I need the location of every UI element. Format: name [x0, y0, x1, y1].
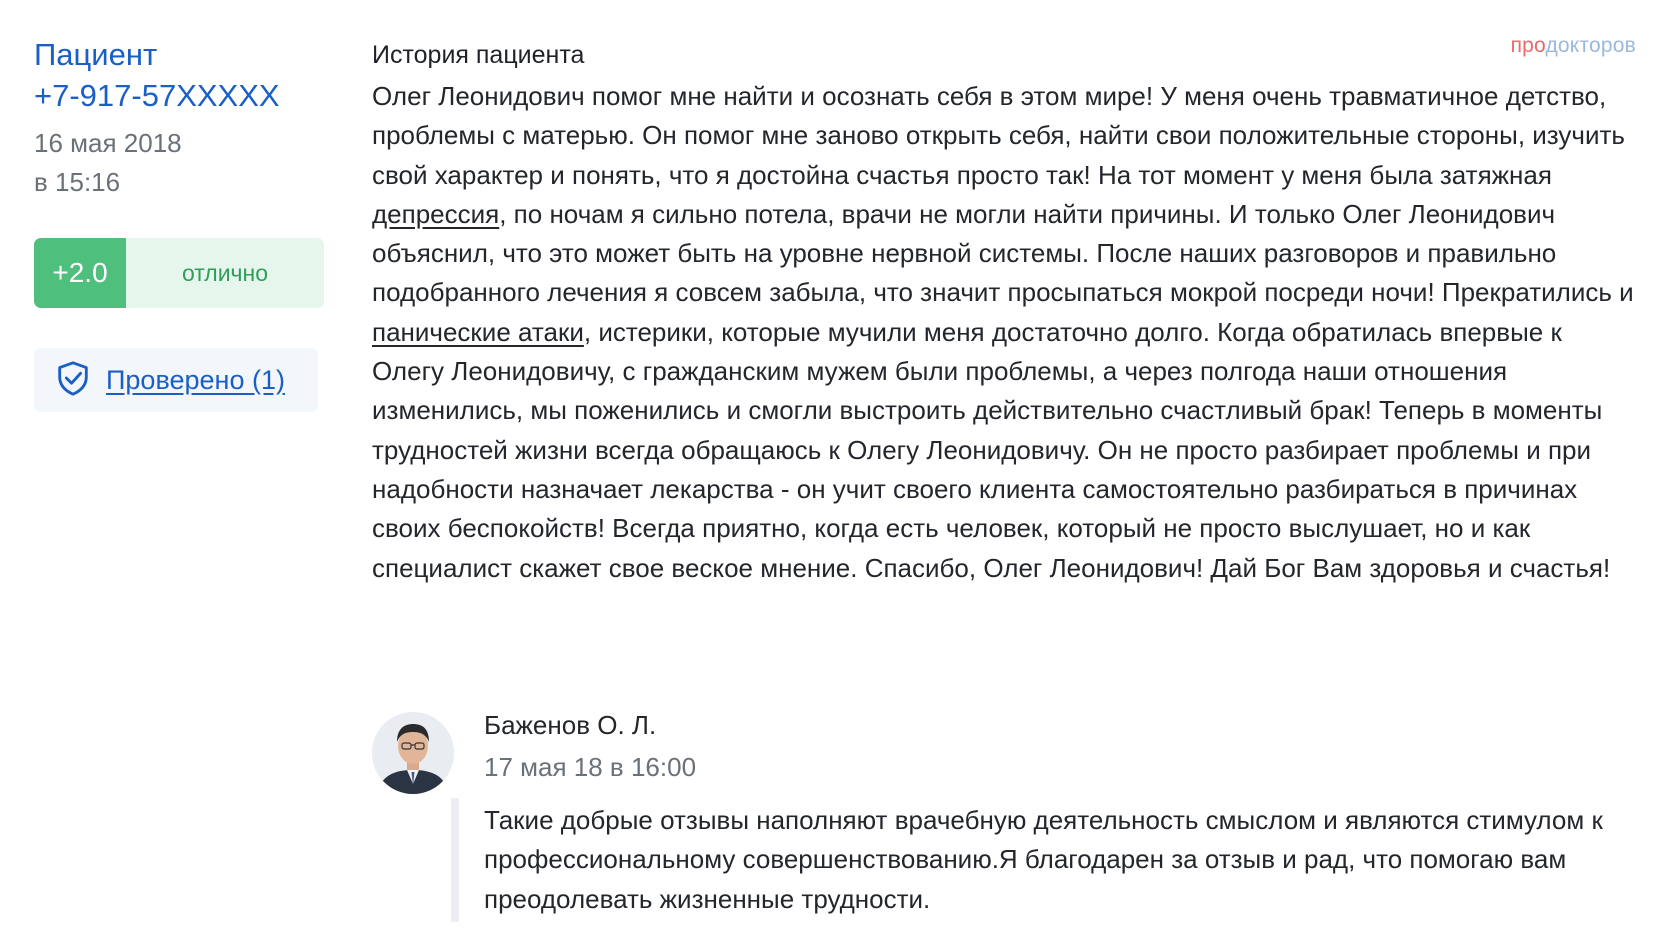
review-section-title: История пациента	[372, 41, 585, 69]
rating-label: отлично	[181, 260, 269, 286]
review-body	[372, 36, 1637, 588]
brand-logo-part2: докторов	[1545, 34, 1636, 57]
verified-label[interactable]: Проверено (1)	[106, 364, 285, 395]
review-text-part3: , истерики, которые мучили меня достаточно долго. Когда обратилась впервые к Олегу Леонидовичу, с гражданским мужем были проблемы, а через полгода наши отношения изменились, мы поженились и смогли выстроить действительно счастливый брак! Теперь в моменты трудностей жизни всегда обращаюсь к Олегу Леонидовичу. Он не просто разбирает проблемы и при надобности назначает лекарства - он учит своего клиента самостоятельно разбираться в причинах своих беспокойств! Всегда приятно, когда есть человек, который не просто выслушает, но и как специалист скажет свое веское мнение. Спасибо, Олег Леонидович! Дай Бог Вам здоровья и счастья!	[372, 316, 1611, 583]
doctor-reply-text: Такие добрые отзывы наполняют врачебную деятельность смыслом и являются стимулом к профессиональному совершенствованию.Я благодарен за отзыв и рад, что помогаю вам преодолевать жизненные трудности.	[484, 805, 1603, 914]
review-text-part1: Олег Леонидович помог мне найти и осознать себя в этом мире! У меня очень травматичное детство, проблемы с матерью. Он помог мне заново открыть себя, найти свои положительные стороны, изучить свой характер и понять, что я достойна счастья просто так! На тот момент у меня была затяжная	[372, 81, 1625, 190]
depression-link[interactable]: депрессия	[372, 198, 500, 229]
verified-button[interactable]	[34, 348, 318, 412]
brand-logo-part1: про	[1510, 34, 1546, 57]
doctor-reply-date: 17 мая 18 в 16:00	[484, 752, 697, 782]
doctor-name[interactable]: Баженов О. Л.	[484, 710, 657, 740]
review-text-part2: , по ночам я сильно потела, врачи не могли найти причины. И только Олег Леонидович объяснил, что это может быть на уровне нервной системы. После наших разговоров и правильно подобранного лечения я совсем забыла, что значит просыпаться мокрой посреди ночи! Прекратились и	[372, 198, 1634, 308]
author-name-link[interactable]: Пациент	[34, 37, 158, 72]
author-phone-link[interactable]: +7-917-57XXXXX	[34, 78, 280, 113]
reply-quote-bar	[451, 798, 459, 922]
review-date	[34, 124, 324, 202]
review-date-day: 16 мая 2018	[34, 128, 182, 158]
panic-attacks-link[interactable]: панические атаки	[372, 316, 584, 347]
review-text	[372, 77, 1637, 588]
doctor-avatar[interactable]	[372, 712, 454, 794]
rating-badge	[34, 238, 324, 308]
review-date-time: в 15:16	[34, 167, 121, 197]
review-author-panel	[34, 34, 324, 412]
rating-score: +2.0	[34, 238, 126, 308]
shield-check-icon	[54, 359, 92, 402]
